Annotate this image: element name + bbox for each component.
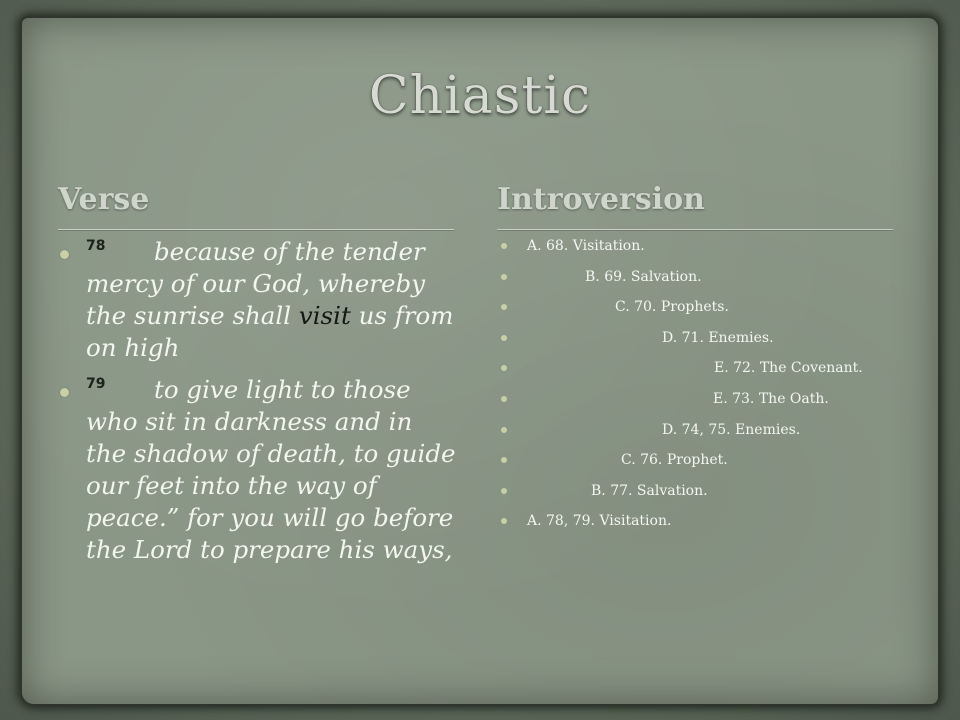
bullet-icon [501,274,507,280]
verse-number: 79 [86,376,106,392]
introversion-divider [497,229,893,230]
verse-text [86,374,458,566]
bullet-icon [501,365,507,371]
bullet-icon [501,488,507,494]
introversion-text: D. 74, 75. Enemies. [662,421,801,438]
verse-divider [58,229,454,230]
introversion-list [497,234,897,540]
bullet-icon [501,335,507,341]
verse-item [58,374,458,566]
bullet-icon [501,518,507,524]
verse-number: 78 [86,238,106,254]
introversion-item [497,326,897,357]
introversion-text: A. 68. Visitation. [527,238,645,254]
bullet-icon [60,388,69,397]
verse-text-part: us from on high [86,301,454,362]
bullet-icon [501,243,507,249]
introversion-text: D. 71. Enemies. [662,329,774,346]
verse-highlight: visit [298,301,351,330]
introversion-item [497,448,897,479]
introversion-text: B. 69. Salvation. [585,268,702,285]
introversion-item [497,356,897,387]
verse-text-part: because of the tender mercy of our God, whereby the sunrise shall [86,237,425,330]
introversion-text: B. 77. Salvation. [591,482,708,499]
slide-title: Chiastic [368,66,592,126]
introversion-item [497,509,897,540]
verse-item [58,236,458,364]
introversion-item [497,295,897,326]
bullet-icon [501,396,507,402]
introversion-text: C. 76. Prophet. [621,452,728,469]
introversion-text: C. 70. Prophets. [615,299,729,316]
introversion-text: A. 78, 79. Visitation. [527,513,672,530]
introversion-item [497,418,897,449]
introversion-item [497,387,897,418]
introversion-text: E. 73. The Oath. [713,390,829,407]
verse-list [58,236,458,576]
bullet-icon [60,250,69,259]
introversion-heading: Introversion [497,182,705,217]
verse-heading: Verse [58,182,150,217]
verse-text [86,236,458,364]
introversion-item [497,234,897,265]
verse-text-part: to give light to those who sit in darkness and in the shadow of death, to guide our feet into the way of peace.” for you will go before the Lord to prepare his ways, [86,375,456,564]
bullet-icon [501,304,507,310]
bullet-icon [501,427,507,433]
introversion-item [497,479,897,510]
bullet-icon [501,457,507,463]
introversion-text: E. 72. The Covenant. [714,360,863,377]
introversion-item [497,265,897,296]
